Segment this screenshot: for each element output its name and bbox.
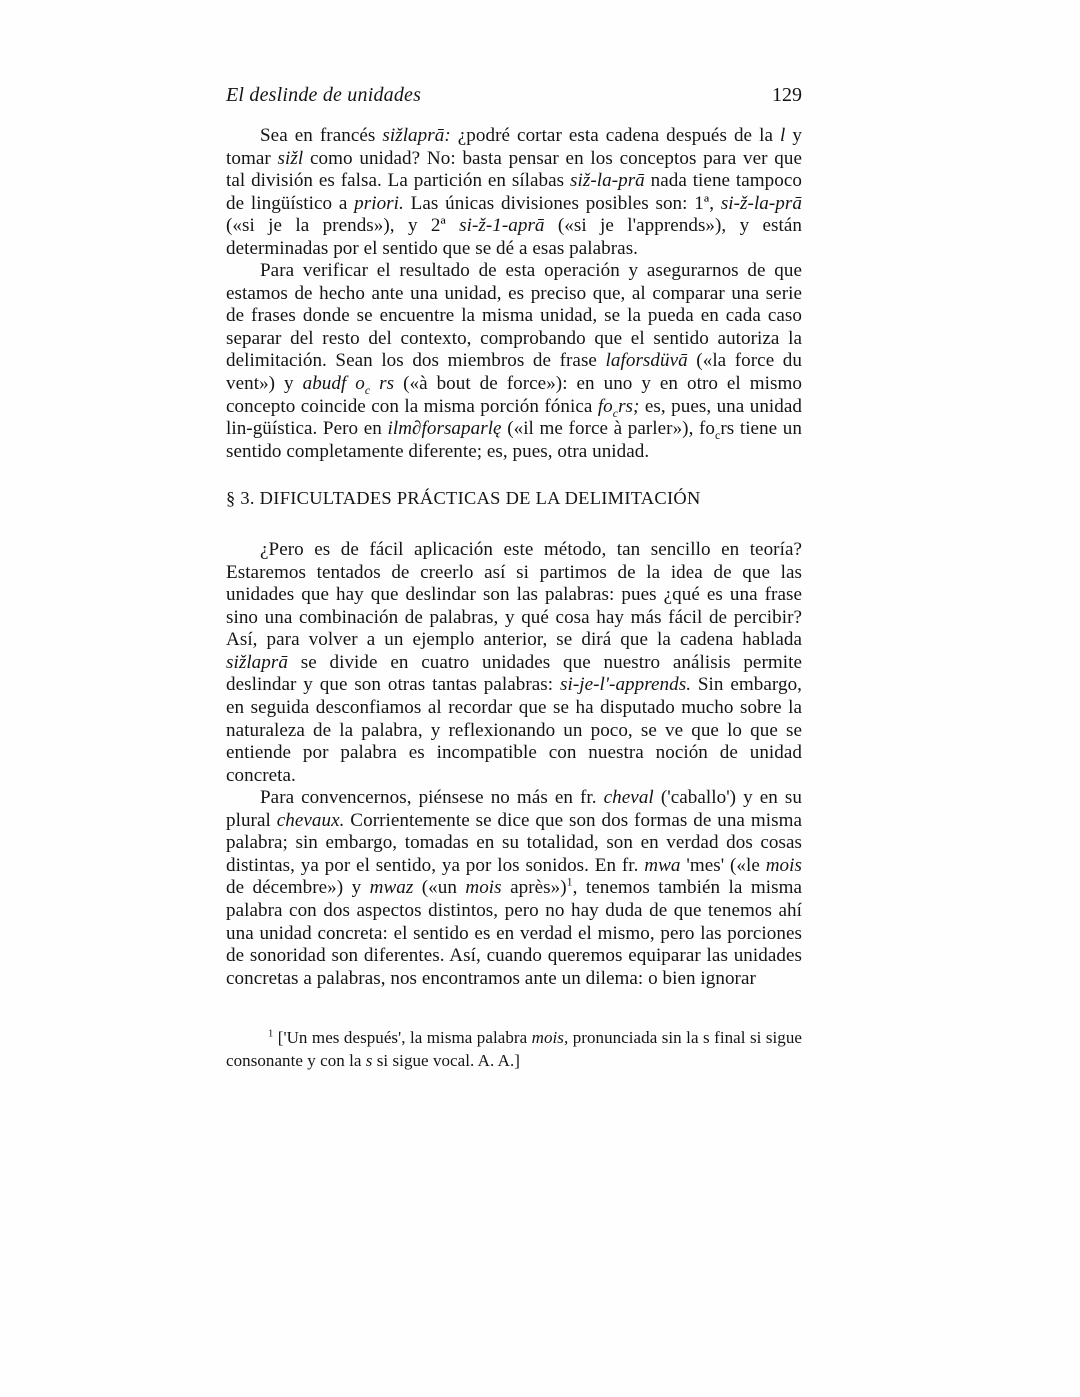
paragraph: Para verificar el resultado de esta operación y asegurarnos de que estamos de hecho ante una unidad, es preciso que, al comparar una serie de frases donde se encuentre la misma unidad, se la pueda en cada caso separar del resto del contexto, comprobando que el sentido autoriza la delimitación. Sean los dos miembros de frase laforsdüvā («la force du vent») y abudf $o_c$ rs («à bout de force»): en uno y en otro el mismo concepto coincide con la misma porción fónica $fo_crs$; es, pues, una unidad lin-güística. Pero en ilm∂forsaparlę («il me force à parler»), $fo_crs$ tiene un sentido completamente diferente; es, pues, otra unidad. [226, 260, 802, 462]
text-column [226, 84, 802, 1072]
page-number: 129 [772, 84, 802, 106]
paragraph: Sea en francés sižlaprā: ¿podré cortar esta cadena después de la l y tomar sižl como unidad? No: basta pensar en los conceptos para ver que tal división es falsa. La partición en sílabas siž-la-prā nada tiene tampoco de lingüístico a priori. Las únicas divisiones posibles son: 1ª, si-ž-la-prā («si je la prends»), y 2ª si-ž-1-aprā («si je l'apprends»), y están determinadas por el sentido que se dé a esas palabras. [226, 125, 802, 259]
section-heading: § 3. DIFICULTADES PRÁCTICAS DE LA DELIMITACIÓN [226, 488, 701, 509]
paragraph: Para convencernos, piénsese no más en fr. cheval ('caballo') y en su plural chevaux. Corrientemente se dice que son dos formas de una misma palabra; sin embargo, tomadas en su totalidad, son en verdad dos cosas distintas, ya por el sentido, ya por los sonidos. En fr. mwa 'mes' («le mois de décembre») y mwaz («un mois après»)$^1$, tenemos también la misma palabra con dos aspectos distintos, pero no hay duda de que tenemos ahí una unidad concreta: el sentido es en verdad el mismo, pero las porciones de sonoridad son diferentes. Así, cuando queremos equiparar las unidades concretas a palabras, nos encontramos ante un dilema: o bien ignorar [226, 787, 802, 989]
page-body-text [226, 125, 802, 1072]
page-header [226, 84, 802, 106]
paragraph: ¿Pero es de fácil aplicación este método, tan sencillo en teoría? Estaremos tentados de creerlo así si partimos de la idea de que las unidades que hay que deslindar son las palabras: pues ¿qué es una frase sino una combinación de palabras, y qué cosa hay más fácil de percibir? Así, para volver a un ejemplo anterior, se dirá que la cadena hablada sižlaprā se divide en cuatro unidades que nuestro análisis permite deslindar y que son otras tantas palabras: si-je-l'-apprends. Sin embargo, en seguida desconfiamos al recordar que se ha disputado mucho sobre la naturaleza de la palabra, y reflexionando un poco, se ve que lo que se entiende por palabra es incompatible con nuestra noción de unidad concreta. [226, 539, 802, 786]
running-title: El deslinde de unidades [226, 84, 422, 106]
footnote: $^1$ ['Un mes después', la misma palabra mois, pronunciada sin la s final si sigue consonante y con la s si sigue vocal. A. A.] [226, 1028, 802, 1071]
